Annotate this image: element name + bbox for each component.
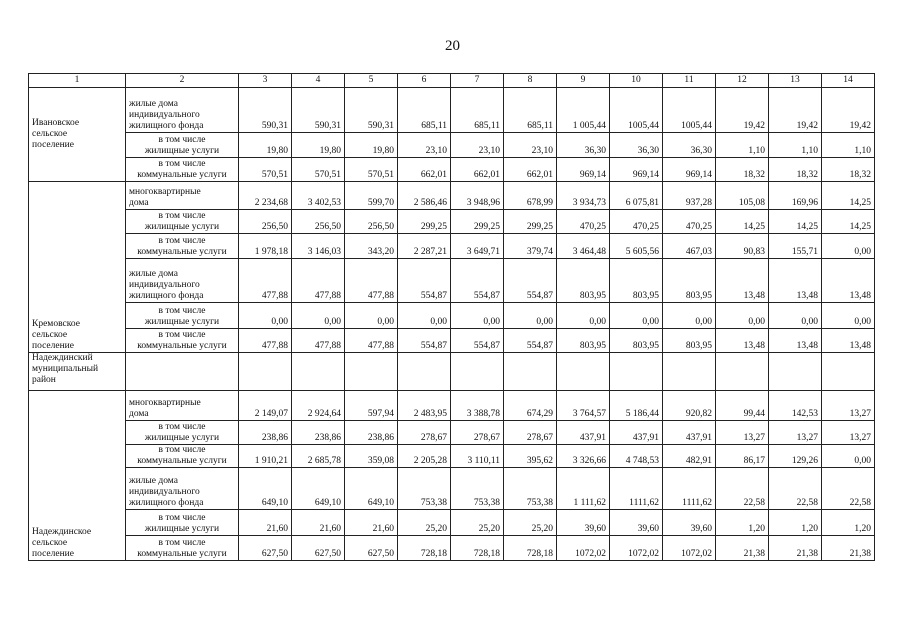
value-cell: 90,83 [716,234,769,259]
row-description: в том числе жилищные услуги [126,510,239,536]
table-row [29,133,875,158]
value-cell: 3 146,03 [292,234,345,259]
value-cell: 19,80 [239,133,292,158]
column-number: 6 [398,74,451,88]
value-cell: 36,30 [663,133,716,158]
value-cell: 299,25 [504,210,557,234]
column-number: 7 [451,74,504,88]
value-cell: 39,60 [663,510,716,536]
value-cell: 1072,02 [610,536,663,561]
region-name: Ивановское сельское поселение [29,88,126,182]
value-cell: 0,00 [398,303,451,329]
row-description: в том числе жилищные услуги [126,421,239,445]
value-cell: 590,31 [345,88,398,133]
empty-cell [822,353,875,391]
value-cell: 3 764,57 [557,391,610,421]
value-cell: 3 402,53 [292,182,345,210]
value-cell: 14,25 [822,210,875,234]
value-cell: 13,48 [716,329,769,353]
value-cell: 99,44 [716,391,769,421]
value-cell: 5 186,44 [610,391,663,421]
value-cell: 649,10 [345,468,398,510]
value-cell: 678,99 [504,182,557,210]
value-cell: 299,25 [398,210,451,234]
value-cell: 685,11 [451,88,504,133]
value-cell: 19,42 [822,88,875,133]
value-cell: 437,91 [610,421,663,445]
region-name: Надеждинский муниципальный район [29,353,126,391]
value-cell: 937,28 [663,182,716,210]
value-cell: 1072,02 [663,536,716,561]
empty-cell [126,353,239,391]
table-row [29,445,875,468]
value-cell: 36,30 [610,133,663,158]
value-cell: 1005,44 [610,88,663,133]
table-row [29,510,875,536]
table-row [29,329,875,353]
page-number: 20 [445,38,460,54]
empty-cell [557,353,610,391]
value-cell: 554,87 [398,259,451,303]
value-cell: 662,01 [398,158,451,182]
value-cell: 803,95 [610,329,663,353]
column-number: 10 [610,74,663,88]
empty-cell [345,353,398,391]
value-cell: 0,00 [822,303,875,329]
value-cell: 238,86 [239,421,292,445]
value-cell: 1072,02 [557,536,610,561]
value-cell: 23,10 [504,133,557,158]
value-cell: 2 149,07 [239,391,292,421]
value-cell: 5 605,56 [610,234,663,259]
row-description: в том числе коммунальные услуги [126,329,239,353]
value-cell: 753,38 [504,468,557,510]
value-cell: 3 649,71 [451,234,504,259]
row-description: жилые дома индивидуального жилищного фонда [126,259,239,303]
value-cell: 649,10 [292,468,345,510]
value-cell: 18,32 [716,158,769,182]
value-cell: 803,95 [663,259,716,303]
value-cell: 155,71 [769,234,822,259]
value-cell: 25,20 [398,510,451,536]
value-cell: 0,00 [663,303,716,329]
column-number: 9 [557,74,610,88]
value-cell: 23,10 [398,133,451,158]
value-cell: 14,25 [716,210,769,234]
value-cell: 1,10 [822,133,875,158]
row-description: в том числе коммунальные услуги [126,234,239,259]
empty-cell [769,353,822,391]
value-cell: 685,11 [504,88,557,133]
value-cell: 969,14 [557,158,610,182]
row-description: жилые дома индивидуального жилищного фонда [126,468,239,510]
value-cell: 21,38 [716,536,769,561]
empty-cell [398,353,451,391]
value-cell: 25,20 [451,510,504,536]
value-cell: 1,20 [769,510,822,536]
row-description: в том числе жилищные услуги [126,210,239,234]
value-cell: 477,88 [239,259,292,303]
value-cell: 554,87 [504,329,557,353]
value-cell: 105,08 [716,182,769,210]
row-description: в том числе жилищные услуги [126,133,239,158]
table-row [29,303,875,329]
value-cell: 662,01 [504,158,557,182]
value-cell: 470,25 [663,210,716,234]
column-number: 8 [504,74,557,88]
value-cell: 0,00 [822,445,875,468]
value-cell: 142,53 [769,391,822,421]
value-cell: 39,60 [610,510,663,536]
value-cell: 803,95 [557,259,610,303]
value-cell: 256,50 [345,210,398,234]
value-cell: 14,25 [822,182,875,210]
value-cell: 238,86 [292,421,345,445]
value-cell: 482,91 [663,445,716,468]
value-cell: 21,38 [822,536,875,561]
value-cell: 256,50 [292,210,345,234]
value-cell: 379,74 [504,234,557,259]
table-row [29,391,875,421]
value-cell: 21,60 [292,510,345,536]
value-cell: 570,51 [239,158,292,182]
row-description: многоквартирные дома [126,182,239,210]
empty-cell [504,353,557,391]
value-cell: 14,25 [769,210,822,234]
value-cell: 649,10 [239,468,292,510]
value-cell: 803,95 [663,329,716,353]
row-description: жилые дома индивидуального жилищного фонда [126,88,239,133]
value-cell: 299,25 [451,210,504,234]
column-number: 12 [716,74,769,88]
table-row [29,88,875,133]
value-cell: 0,00 [504,303,557,329]
value-cell: 3 934,73 [557,182,610,210]
value-cell: 728,18 [398,536,451,561]
value-cell: 662,01 [451,158,504,182]
value-cell: 1,20 [716,510,769,536]
value-cell: 1 111,62 [557,468,610,510]
value-cell: 2 287,21 [398,234,451,259]
value-cell: 13,27 [822,391,875,421]
value-cell: 969,14 [663,158,716,182]
value-cell: 599,70 [345,182,398,210]
table-row [29,210,875,234]
value-cell: 477,88 [345,329,398,353]
value-cell: 597,94 [345,391,398,421]
value-cell: 3 326,66 [557,445,610,468]
value-cell: 685,11 [398,88,451,133]
value-cell: 437,91 [663,421,716,445]
row-description: в том числе коммунальные услуги [126,536,239,561]
empty-cell [610,353,663,391]
value-cell: 13,27 [716,421,769,445]
value-cell: 0,00 [822,234,875,259]
value-cell: 627,50 [292,536,345,561]
value-cell: 803,95 [557,329,610,353]
value-cell: 627,50 [345,536,398,561]
value-cell: 13,27 [822,421,875,445]
table-row [29,234,875,259]
empty-cell [451,353,504,391]
value-cell: 22,58 [822,468,875,510]
table-row [29,158,875,182]
value-cell: 477,88 [292,259,345,303]
value-cell: 18,32 [822,158,875,182]
value-cell: 13,27 [769,421,822,445]
region-name: Кремовское сельское поселение [29,182,126,353]
value-cell: 278,67 [504,421,557,445]
column-number: 3 [239,74,292,88]
value-cell: 3 388,78 [451,391,504,421]
value-cell: 22,58 [716,468,769,510]
column-number: 4 [292,74,345,88]
row-description: в том числе жилищные услуги [126,303,239,329]
value-cell: 2 924,64 [292,391,345,421]
value-cell: 0,00 [610,303,663,329]
value-cell: 21,60 [345,510,398,536]
value-cell: 753,38 [398,468,451,510]
value-cell: 0,00 [716,303,769,329]
value-cell: 2 685,78 [292,445,345,468]
column-number: 14 [822,74,875,88]
value-cell: 2 234,68 [239,182,292,210]
value-cell: 1 978,18 [239,234,292,259]
value-cell: 22,58 [769,468,822,510]
column-number-row [29,74,875,88]
value-cell: 1005,44 [663,88,716,133]
tariff-table [28,73,875,561]
value-cell: 1 005,44 [557,88,610,133]
value-cell: 969,14 [610,158,663,182]
value-cell: 238,86 [345,421,398,445]
value-cell: 1111,62 [663,468,716,510]
value-cell: 437,91 [557,421,610,445]
value-cell: 19,42 [769,88,822,133]
value-cell: 18,32 [769,158,822,182]
value-cell: 627,50 [239,536,292,561]
value-cell: 13,48 [716,259,769,303]
value-cell: 753,38 [451,468,504,510]
table-row [29,536,875,561]
value-cell: 590,31 [292,88,345,133]
value-cell: 554,87 [451,259,504,303]
value-cell: 36,30 [557,133,610,158]
value-cell: 2 483,95 [398,391,451,421]
value-cell: 395,62 [504,445,557,468]
value-cell: 0,00 [451,303,504,329]
value-cell: 13,48 [769,329,822,353]
value-cell: 674,29 [504,391,557,421]
value-cell: 0,00 [557,303,610,329]
empty-cell [292,353,345,391]
value-cell: 19,80 [292,133,345,158]
region-name: Надеждинское сельское поселение [29,391,126,561]
value-cell: 21,38 [769,536,822,561]
value-cell: 1 910,21 [239,445,292,468]
value-cell: 1111,62 [610,468,663,510]
empty-cell [239,353,292,391]
column-number: 13 [769,74,822,88]
value-cell: 19,42 [716,88,769,133]
column-number: 1 [29,74,126,88]
value-cell: 2 205,28 [398,445,451,468]
value-cell: 25,20 [504,510,557,536]
value-cell: 359,08 [345,445,398,468]
value-cell: 86,17 [716,445,769,468]
value-cell: 728,18 [504,536,557,561]
value-cell: 13,48 [769,259,822,303]
value-cell: 256,50 [239,210,292,234]
value-cell: 554,87 [398,329,451,353]
value-cell: 803,95 [610,259,663,303]
value-cell: 477,88 [345,259,398,303]
value-cell: 278,67 [398,421,451,445]
value-cell: 0,00 [769,303,822,329]
table-row [29,259,875,303]
table-row [29,182,875,210]
value-cell: 343,20 [345,234,398,259]
value-cell: 1,20 [822,510,875,536]
value-cell: 0,00 [345,303,398,329]
value-cell: 570,51 [292,158,345,182]
row-description: в том числе коммунальные услуги [126,445,239,468]
value-cell: 129,26 [769,445,822,468]
value-cell: 13,48 [822,329,875,353]
table-row [29,353,875,391]
value-cell: 21,60 [239,510,292,536]
value-cell: 23,10 [451,133,504,158]
value-cell: 169,96 [769,182,822,210]
value-cell: 13,48 [822,259,875,303]
value-cell: 0,00 [292,303,345,329]
value-cell: 3 110,11 [451,445,504,468]
value-cell: 0,00 [239,303,292,329]
empty-cell [663,353,716,391]
table-row [29,421,875,445]
column-number: 5 [345,74,398,88]
value-cell: 728,18 [451,536,504,561]
value-cell: 554,87 [504,259,557,303]
column-number: 2 [126,74,239,88]
table-row [29,468,875,510]
empty-cell [716,353,769,391]
value-cell: 1,10 [716,133,769,158]
value-cell: 4 748,53 [610,445,663,468]
value-cell: 470,25 [557,210,610,234]
value-cell: 590,31 [239,88,292,133]
value-cell: 467,03 [663,234,716,259]
value-cell: 278,67 [451,421,504,445]
value-cell: 477,88 [292,329,345,353]
value-cell: 477,88 [239,329,292,353]
value-cell: 1,10 [769,133,822,158]
value-cell: 3 464,48 [557,234,610,259]
column-number: 11 [663,74,716,88]
value-cell: 6 075,81 [610,182,663,210]
value-cell: 554,87 [451,329,504,353]
value-cell: 39,60 [557,510,610,536]
value-cell: 570,51 [345,158,398,182]
value-cell: 19,80 [345,133,398,158]
value-cell: 920,82 [663,391,716,421]
value-cell: 470,25 [610,210,663,234]
value-cell: 3 948,96 [451,182,504,210]
row-description: многоквартирные дома [126,391,239,421]
row-description: в том числе коммунальные услуги [126,158,239,182]
value-cell: 2 586,46 [398,182,451,210]
